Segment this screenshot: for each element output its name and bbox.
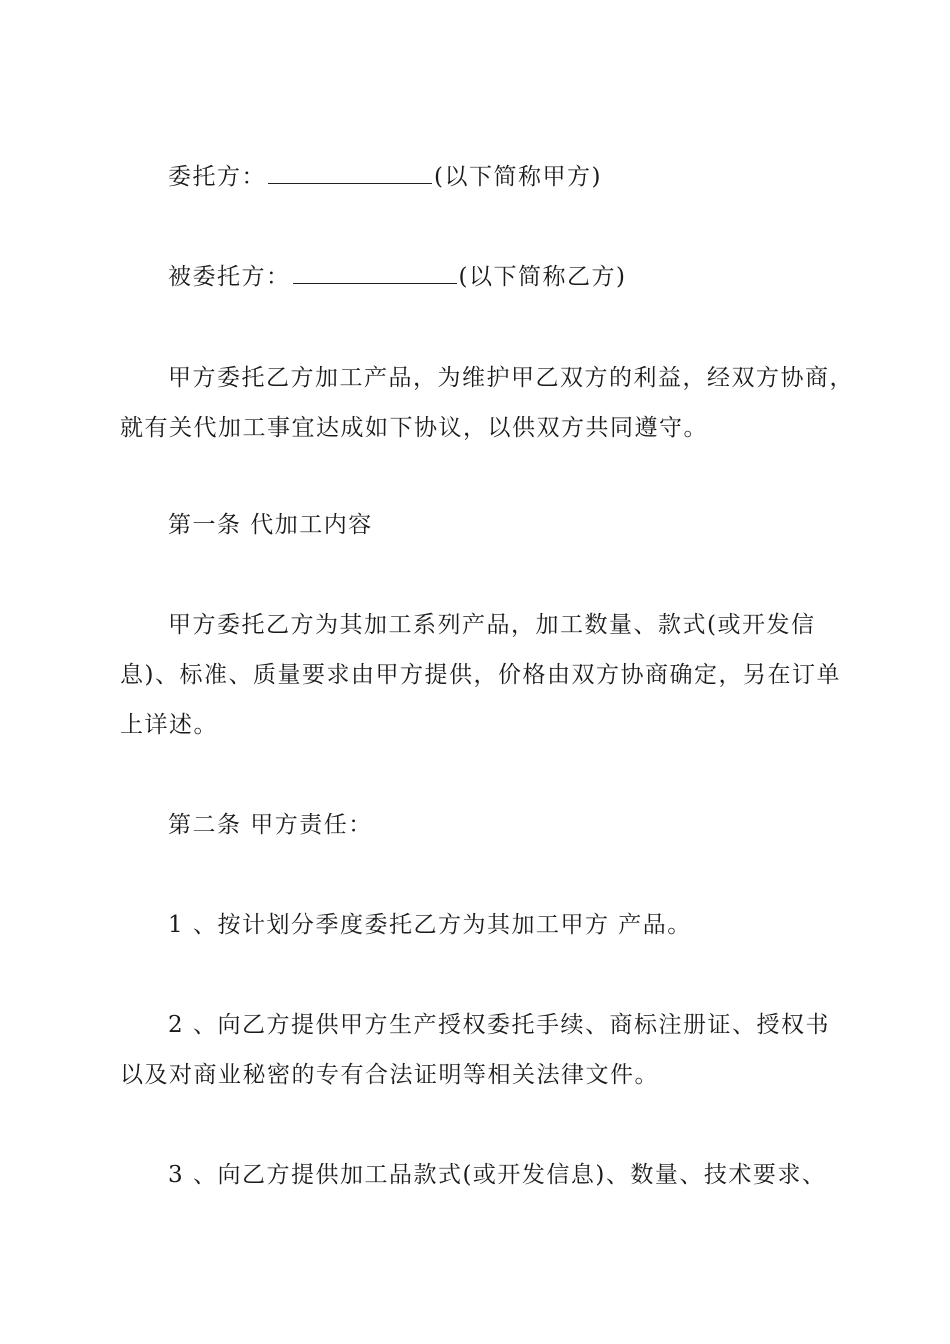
intro-line-1: 甲方委托乙方加工产品，为维护甲乙双方的利益，经双方协商， <box>168 365 854 391</box>
party-a-suffix: (以下简称甲方) <box>434 164 602 190</box>
party-a-label: 委托方： <box>168 164 266 190</box>
article2-item-1: 1 、按计划分季度委托乙方为其加工甲方 产品。 <box>168 912 692 938</box>
article1-line-1: 甲方委托乙方为其加工系列产品，加工数量、款式(或开发信 <box>168 612 816 638</box>
party-a-line <box>168 162 888 192</box>
party-b-blank <box>293 263 457 284</box>
article2-item-3-line-1: 3 、向乙方提供加工品款式(或开发信息)、数量、技术要求、 <box>168 1162 827 1188</box>
intro-line-2: 就有关代加工事宜达成如下协议，以供双方共同遵守。 <box>120 415 708 441</box>
article1-line-3: 上详述。 <box>120 712 218 738</box>
article2-item-2-line-1: 2 、向乙方提供甲方生产授权委托手续、商标注册证、授权书 <box>168 1012 830 1038</box>
party-b-suffix: (以下简称乙方) <box>458 264 627 290</box>
party-b-line <box>168 262 888 292</box>
article2-item-2-line-2: 以及对商业秘密的专有合法证明等相关法律文件。 <box>120 1062 659 1088</box>
article2-title: 第二条 甲方责任： <box>168 812 373 838</box>
article1-line-2: 息)、标准、质量要求由甲方提供，价格由双方协商确定，另在订单 <box>120 662 841 688</box>
party-a-blank <box>268 163 432 184</box>
article1-title: 第一条 代加工内容 <box>168 512 373 538</box>
party-b-label: 被委托方： <box>168 264 291 290</box>
